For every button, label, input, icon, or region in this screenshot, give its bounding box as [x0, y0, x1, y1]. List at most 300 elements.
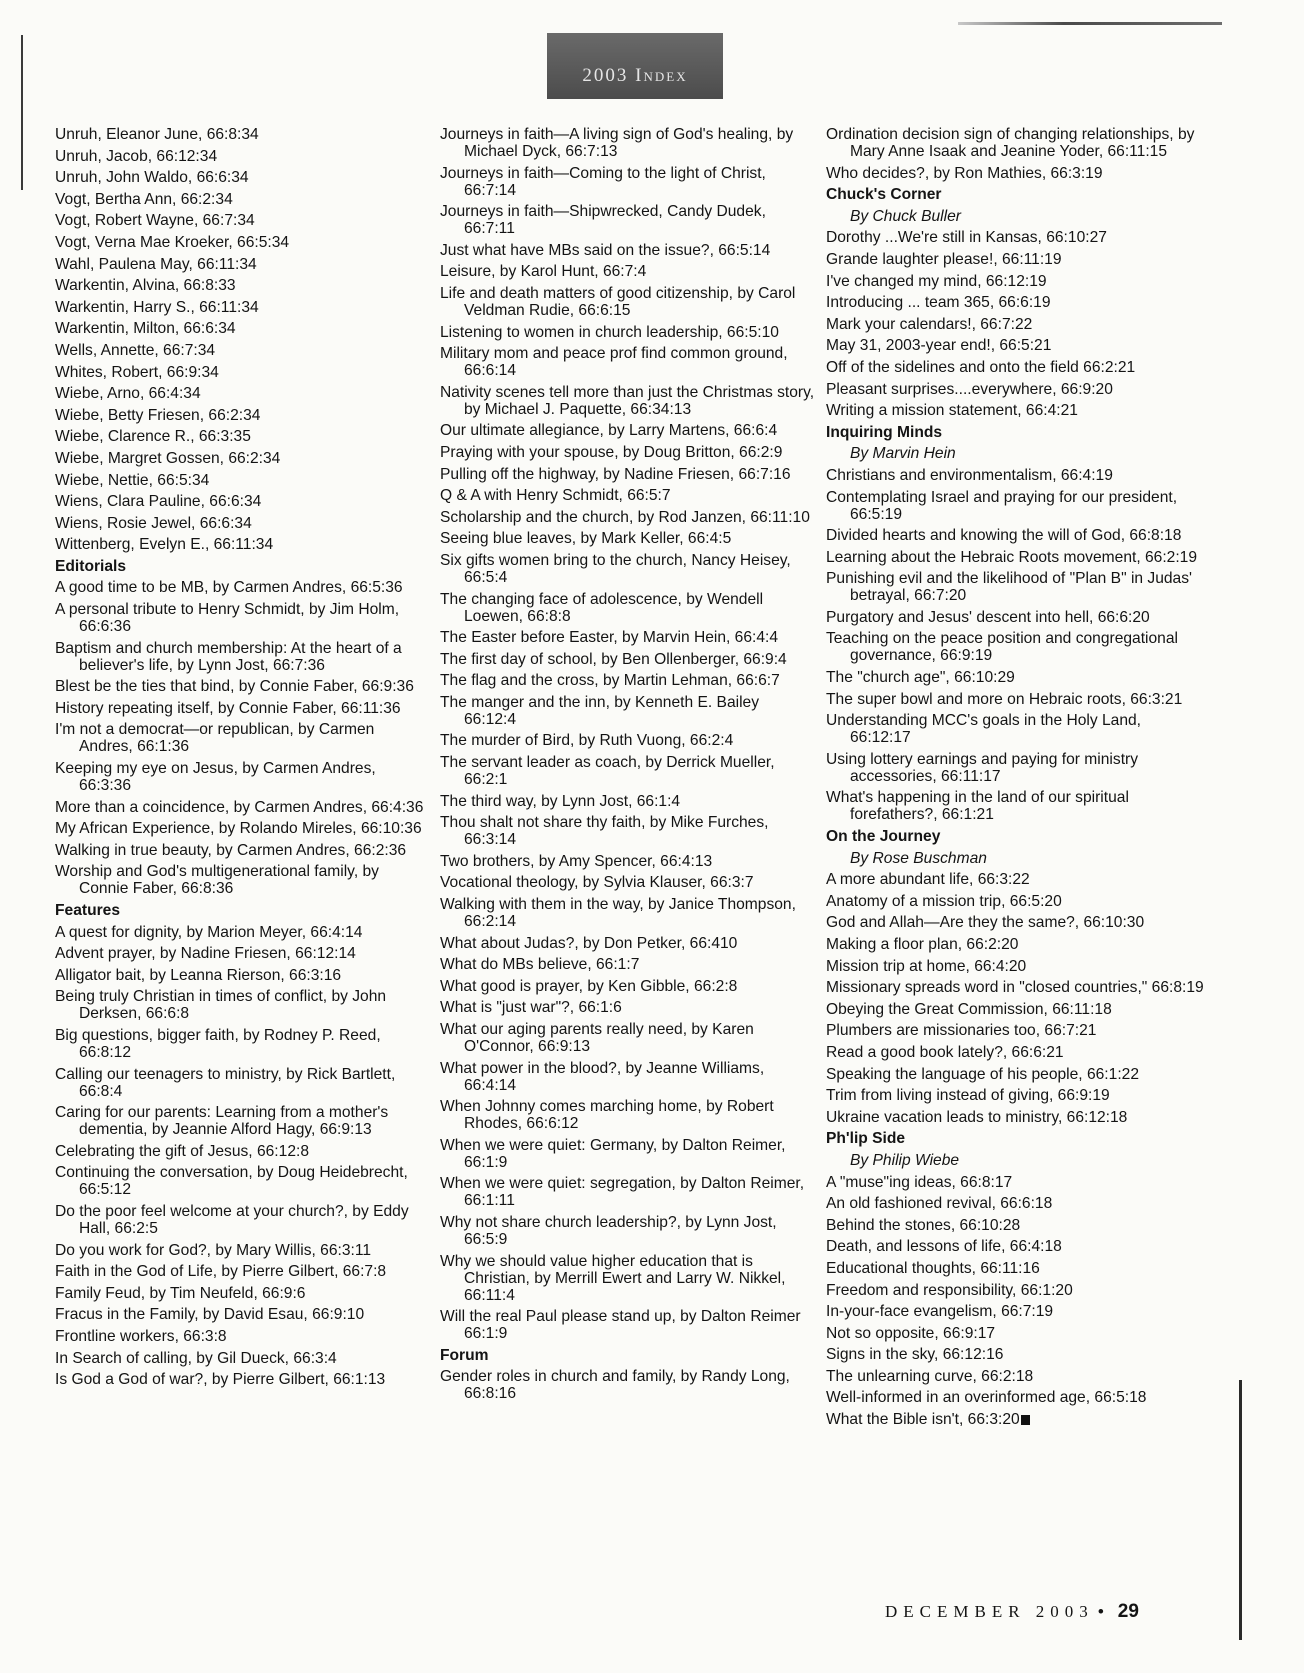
index-entry: [440, 1308, 815, 1342]
entry-text: In-your-face evangelism, 66:7:19: [826, 1303, 1054, 1321]
entry-text: Warkentin, Milton, 66:6:34: [55, 320, 236, 338]
entry-text: Mark your calendars!, 66:7:22: [826, 315, 1033, 333]
entry-text: Warkentin, Harry S., 66:11:34: [55, 298, 259, 316]
entry-text: Wiens, Rosie Jewel, 66:6:34: [55, 514, 252, 532]
entry-text: Life and death matters of good citizenship, by Carol Veldman Rudie, 66:6:15: [440, 284, 796, 319]
entry-text: What's happening in the land of our spiritual forefathers?, 66:1:21: [826, 789, 1129, 824]
index-entry: [55, 1350, 425, 1367]
section-heading: [826, 1130, 1206, 1147]
entry-text: Whites, Robert, 66:9:34: [55, 363, 219, 381]
index-entry: [440, 552, 815, 586]
index-entry: [826, 1217, 1206, 1234]
index-entry: [826, 316, 1206, 333]
index-entry: [440, 466, 815, 483]
section-byline: [826, 1152, 1206, 1169]
index-entry: [55, 1328, 425, 1345]
index-entry: [55, 407, 425, 424]
index-entry: [55, 472, 425, 489]
index-entry: [440, 1060, 815, 1094]
entry-text: Ukraine vacation leads to ministry, 66:12:18: [826, 1108, 1128, 1126]
entry-text: Baptism and church membership: At the heart of a believer's life, by Lynn Jost, 66:7:36: [55, 639, 402, 674]
entry-text: What good is prayer, by Ken Gibble, 66:2:8: [440, 977, 738, 995]
entry-text: What is "just war"?, 66:1:6: [440, 999, 622, 1017]
entry-text: Ph'lip Side: [826, 1130, 906, 1148]
entry-text: Unruh, Eleanor June, 66:8:34: [55, 126, 259, 143]
index-entry: [440, 1214, 815, 1248]
entry-text: Features: [55, 902, 121, 919]
index-entry: [440, 853, 815, 870]
entry-text: Fracus in the Family, by David Esau, 66:9:10: [55, 1306, 365, 1324]
index-entry: [55, 277, 425, 294]
index-entry: [55, 799, 425, 816]
entry-text: Nativity scenes tell more than just the Christmas story, by Michael J. Paquette, 66:34:13: [440, 383, 815, 418]
entry-text: Listening to women in church leadership, 66:5:10: [440, 323, 779, 341]
index-entry: [440, 956, 815, 973]
entry-text: Wiebe, Margret Gossen, 66:2:34: [55, 449, 281, 467]
entry-text: By Chuck Buller: [850, 207, 961, 225]
index-entry: [826, 381, 1206, 398]
entry-text: Vogt, Verna Mae Kroeker, 66:5:34: [55, 233, 290, 251]
index-entry: [55, 760, 425, 794]
entry-text: May 31, 2003-year end!, 66:5:21: [826, 337, 1052, 355]
entry-text: Walking with them in the way, by Janice Thompson, 66:2:14: [440, 896, 796, 931]
index-column-3: [826, 126, 1206, 1433]
right-margin-rule: [1239, 1380, 1242, 1640]
entry-text: Writing a mission statement, 66:4:21: [826, 402, 1078, 420]
index-entry: [55, 299, 425, 316]
entry-text: Thou shalt not share thy faith, by Mike Furches, 66:3:14: [440, 814, 769, 849]
index-entry: [440, 978, 815, 995]
index-entry: [55, 945, 425, 962]
footer-separator: •: [1097, 1602, 1104, 1621]
section-byline: [826, 850, 1206, 867]
entry-text: I've changed my mind, 66:12:19: [826, 272, 1047, 290]
index-entry: [55, 700, 425, 717]
entry-text: What do MBs believe, 66:1:7: [440, 956, 640, 974]
index-entry: [826, 229, 1206, 246]
index-entry: [826, 1022, 1206, 1039]
index-entry: [55, 1104, 425, 1138]
entry-text: By Philip Wiebe: [850, 1151, 960, 1169]
entry-text: Chuck's Corner: [826, 186, 942, 204]
section-heading: [826, 186, 1206, 203]
index-entry: [55, 212, 425, 229]
index-entry: [55, 364, 425, 381]
index-entry: [826, 1174, 1206, 1191]
index-entry: [55, 342, 425, 359]
entry-text: The Easter before Easter, by Marvin Hein, 66:4:4: [440, 629, 779, 647]
entry-text: Seeing blue leaves, by Mark Keller, 66:4:5: [440, 530, 732, 548]
index-entry: [826, 337, 1206, 354]
index-entry: [826, 1325, 1206, 1342]
entry-text: Wiebe, Arno, 66:4:34: [55, 385, 201, 403]
index-entry: [826, 979, 1206, 996]
index-entry: [440, 285, 815, 319]
entry-text: Wahl, Paulena May, 66:11:34: [55, 255, 257, 273]
index-entry: [440, 263, 815, 280]
index-entry: [826, 871, 1206, 888]
entry-text: What power in the blood?, by Jeanne Williams, 66:4:14: [440, 1059, 765, 1094]
index-entry: [826, 489, 1206, 523]
index-entry: [440, 629, 815, 646]
entry-text: On the Journey: [826, 828, 941, 846]
entry-text: The changing face of adolescence, by Wendell Loewen, 66:8:8: [440, 590, 764, 625]
index-entry: [826, 251, 1206, 268]
index-entry: [440, 896, 815, 930]
entry-text: Punishing evil and the likelihood of "Plan B" in Judas' betrayal, 66:7:20: [826, 570, 1193, 605]
index-entry: [55, 493, 425, 510]
index-entry: [55, 515, 425, 532]
footer-issue-date: DECEMBER 2003: [885, 1602, 1094, 1621]
entry-text: What our aging parents really need, by Karen O'Connor, 66:9:13: [440, 1021, 754, 1055]
index-entry: [440, 324, 815, 341]
index-entry: [55, 1371, 425, 1388]
entry-text: Walking in true beauty, by Carmen Andres, 66:2:36: [55, 841, 407, 859]
entry-text: Just what have MBs said on the issue?, 66:5:14: [440, 241, 771, 259]
entry-text: The super bowl and more on Hebraic roots, 66:3:21: [826, 690, 1183, 708]
index-entry: [55, 640, 425, 674]
entry-text: Continuing the conversation, by Doug Heidebrecht, 66:5:12: [55, 1164, 408, 1199]
index-entry: [55, 450, 425, 467]
entry-text: Frontline workers, 66:3:8: [55, 1327, 227, 1345]
entry-text: Signs in the sky, 66:12:16: [826, 1346, 1004, 1364]
index-entry: [440, 672, 815, 689]
index-entry: [826, 1195, 1206, 1212]
index-entry: [826, 1238, 1206, 1255]
entry-text: Mission trip at home, 66:4:20: [826, 957, 1027, 975]
entry-text: Vogt, Bertha Ann, 66:2:34: [55, 190, 233, 208]
entry-text: Behind the stones, 66:10:28: [826, 1216, 1021, 1234]
index-entry: [826, 1109, 1206, 1126]
index-banner: 2003 Index: [547, 33, 723, 99]
entry-text: Off of the sidelines and onto the field 66:2:21: [826, 358, 1136, 376]
index-entry: [826, 1282, 1206, 1299]
entry-text: I'm not a democrat—or republican, by Carmen Andres, 66:1:36: [55, 721, 375, 756]
index-entry: [826, 126, 1206, 160]
index-column-1: [55, 126, 425, 1393]
entry-text: Unruh, John Waldo, 66:6:34: [55, 169, 249, 187]
entry-text: Do the poor feel welcome at your church?, by Eddy Hall, 66:2:5: [55, 1202, 409, 1237]
index-entry: [826, 294, 1206, 311]
entry-text: Divided hearts and knowing the will of God, 66:8:18: [826, 527, 1182, 545]
entry-text: A more abundant life, 66:3:22: [826, 871, 1030, 889]
index-entry: [826, 669, 1206, 686]
entry-text: In Search of calling, by Gil Dueck, 66:3:4: [55, 1349, 337, 1367]
index-entry: [826, 165, 1206, 182]
index-entry: [440, 814, 815, 848]
index-entry: [440, 1368, 815, 1402]
entry-text: Forum: [440, 1346, 489, 1364]
section-byline: [826, 445, 1206, 462]
entry-text: Is God a God of war?, by Pierre Gilbert, 66:1:13: [55, 1371, 386, 1389]
entry-text: Journeys in faith—Shipwrecked, Candy Dudek, 66:7:11: [440, 203, 766, 238]
section-heading: [826, 828, 1206, 845]
index-entry: [440, 242, 815, 259]
index-entry: [55, 320, 425, 337]
entry-text: Our ultimate allegiance, by Larry Martens, 66:6:4: [440, 422, 778, 440]
index-entry: [440, 444, 815, 461]
index-entry: [55, 126, 425, 143]
index-entry: [55, 820, 425, 837]
page-number: 29: [1117, 1601, 1139, 1622]
index-entry: [826, 1368, 1206, 1385]
index-entry: [826, 1389, 1206, 1406]
entry-text: My African Experience, by Rolando Mireles, 66:10:36: [55, 820, 422, 838]
entry-text: Wiebe, Betty Friesen, 66:2:34: [55, 406, 261, 424]
index-entry: [826, 1346, 1206, 1363]
entry-text: Two brothers, by Amy Spencer, 66:4:13: [440, 852, 713, 870]
entry-text: Trim from living instead of giving, 66:9:19: [826, 1087, 1110, 1105]
index-entry: [826, 1044, 1206, 1061]
entry-text: Dorothy ...We're still in Kansas, 66:10:27: [826, 229, 1107, 247]
top-rule: [958, 22, 1222, 25]
index-entry: [826, 1411, 1206, 1428]
index-entry: [55, 924, 425, 941]
entry-text: Faith in the God of Life, by Pierre Gilbert, 66:7:8: [55, 1263, 387, 1281]
entry-text: Not so opposite, 66:9:17: [826, 1324, 996, 1342]
index-entry: [55, 1306, 425, 1323]
index-entry: [55, 385, 425, 402]
entry-text: Ordination decision sign of changing relationships, by Mary Anne Isaak and Jeanine Yoder, 66:11:15: [826, 126, 1195, 160]
entry-text: Learning about the Hebraic Roots movement, 66:2:19: [826, 548, 1198, 566]
index-entry: [440, 126, 815, 160]
index-entry: [440, 1175, 815, 1209]
entry-text: Using lottery earnings and paying for ministry accessories, 66:11:17: [826, 750, 1139, 785]
index-entry: [826, 936, 1206, 953]
index-entry: [55, 967, 425, 984]
index-entry: [55, 678, 425, 695]
index-entry: [826, 1087, 1206, 1104]
index-entry: [826, 893, 1206, 910]
entry-text: Editorials: [55, 557, 127, 575]
entry-text: Worship and God's multigenerational family, by Connie Faber, 66:8:36: [55, 863, 379, 898]
entry-text: Do you work for God?, by Mary Willis, 66:3:11: [55, 1241, 372, 1259]
index-entry: [55, 579, 425, 596]
index-entry: [440, 694, 815, 728]
index-entry: [55, 428, 425, 445]
entry-text: The third way, by Lynn Jost, 66:1:4: [440, 792, 681, 810]
index-entry: [55, 1143, 425, 1160]
index-entry: [826, 609, 1206, 626]
index-entry: [55, 256, 425, 273]
index-entry: [826, 1001, 1206, 1018]
entry-text: A "muse"ing ideas, 66:8:17: [826, 1173, 1013, 1191]
index-entry: [440, 384, 815, 418]
entry-text: Family Feud, by Tim Neufeld, 66:9:6: [55, 1284, 306, 1302]
index-entry: [55, 1263, 425, 1280]
entry-text: By Rose Buschman: [850, 849, 987, 867]
entry-text: Six gifts women bring to the church, Nancy Heisey, 66:5:4: [440, 551, 791, 586]
entry-text: Understanding MCC's goals in the Holy Land, 66:12:17: [826, 712, 1142, 747]
entry-text: An old fashioned revival, 66:6:18: [826, 1195, 1053, 1213]
entry-text: A good time to be MB, by Carmen Andres, 66:5:36: [55, 579, 403, 597]
entry-text: A quest for dignity, by Marion Meyer, 66:4:14: [55, 923, 363, 941]
index-entry: [440, 1098, 815, 1132]
entry-text: Blest be the ties that bind, by Connie Faber, 66:9:36: [55, 678, 414, 696]
index-entry: [440, 591, 815, 625]
index-entry: [826, 359, 1206, 376]
entry-text: Military mom and peace prof find common ground, 66:6:14: [440, 345, 788, 380]
entry-text: When Johnny comes marching home, by Robert Rhodes, 66:6:12: [440, 1098, 774, 1133]
entry-text: Caring for our parents: Learning from a mother's dementia, by Jeannie Alford Hagy, 66:9:13: [55, 1104, 389, 1139]
entry-text: Educational thoughts, 66:11:16: [826, 1259, 1040, 1277]
section-heading: [55, 558, 425, 575]
index-entry: [826, 527, 1206, 544]
entry-text: Leisure, by Karol Hunt, 66:7:4: [440, 263, 647, 281]
entry-text: Vogt, Robert Wayne, 66:7:34: [55, 212, 255, 230]
index-entry: [55, 191, 425, 208]
entry-text: Speaking the language of his people, 66:1:22: [826, 1065, 1139, 1083]
section-heading: [440, 1347, 815, 1364]
entry-text: More than a coincidence, by Carmen Andres, 66:4:36: [55, 798, 424, 816]
index-entry: [440, 422, 815, 439]
entry-text: Being truly Christian in times of conflict, by John Derksen, 66:6:8: [55, 988, 387, 1023]
entry-text: History repeating itself, by Connie Faber, 66:11:36: [55, 699, 401, 717]
section-heading: [826, 424, 1206, 441]
index-entry: [55, 169, 425, 186]
entry-text: Vocational theology, by Sylvia Klauser, 66:3:7: [440, 874, 754, 892]
index-entry: [55, 863, 425, 897]
entry-text: Advent prayer, by Nadine Friesen, 66:12:14: [55, 945, 356, 963]
index-column-2: [440, 126, 815, 1407]
entry-text: The "church age", 66:10:29: [826, 669, 1015, 687]
index-entry: [440, 345, 815, 379]
index-entry: [440, 530, 815, 547]
entry-text: Grande laughter please!, 66:11:19: [826, 250, 1062, 268]
index-entry: [55, 842, 425, 859]
index-entry: [440, 1137, 815, 1171]
entry-text: Wells, Annette, 66:7:34: [55, 341, 216, 359]
index-entry: [440, 509, 815, 526]
entry-text: The murder of Bird, by Ruth Vuong, 66:2:4: [440, 732, 734, 750]
entry-text: Making a floor plan, 66:2:20: [826, 936, 1019, 953]
entry-text: God and Allah—Are they the same?, 66:10:30: [826, 914, 1145, 932]
index-entry: [55, 234, 425, 251]
index-entry: [440, 1253, 815, 1304]
index-entry: [440, 651, 815, 668]
index-entry: [826, 570, 1206, 604]
entry-text: Christians and environmentalism, 66:4:19: [826, 466, 1113, 484]
entry-text: Death, and lessons of life, 66:4:18: [826, 1238, 1062, 1256]
entry-text: Wiens, Clara Pauline, 66:6:34: [55, 493, 262, 511]
index-entry: [55, 1203, 425, 1237]
index-entry: [826, 691, 1206, 708]
index-entry: [826, 712, 1206, 746]
index-entry: [440, 999, 815, 1016]
index-entry: [440, 487, 815, 504]
entry-text: Praying with your spouse, by Doug Britton, 66:2:9: [440, 443, 783, 461]
index-entry: [440, 793, 815, 810]
entry-text: Calling our teenagers to ministry, by Rick Bartlett, 66:8:4: [55, 1065, 396, 1100]
entry-text: Introducing ... team 365, 66:6:19: [826, 294, 1051, 312]
entry-text: What the Bible isn't, 66:3:20: [826, 1411, 1020, 1429]
entry-text: Pleasant surprises....everywhere, 66:9:20: [826, 380, 1113, 398]
entry-text: The unlearning curve, 66:2:18: [826, 1367, 1034, 1385]
entry-text: When we were quiet: segregation, by Dalton Reimer, 66:1:11: [440, 1175, 805, 1210]
entry-text: Journeys in faith—Coming to the light of Christ, 66:7:14: [440, 164, 766, 199]
index-entry: [440, 165, 815, 199]
entry-text: Unruh, Jacob, 66:12:34: [55, 147, 218, 165]
index-entry: [55, 1285, 425, 1302]
index-entry: [826, 467, 1206, 484]
index-entry: [440, 732, 815, 749]
entry-text: Wittenberg, Evelyn E., 66:11:34: [55, 536, 274, 554]
entry-text: Q & A with Henry Schmidt, 66:5:7: [440, 487, 671, 505]
index-entry: [440, 754, 815, 788]
entry-text: The first day of school, by Ben Ollenberger, 66:9:4: [440, 650, 787, 668]
entry-text: Purgatory and Jesus' descent into hell, 66:6:20: [826, 608, 1150, 626]
index-entry: [826, 914, 1206, 931]
entry-text: Read a good book lately?, 66:6:21: [826, 1043, 1064, 1061]
index-entry: [55, 988, 425, 1022]
entry-text: What about Judas?, by Don Petker, 66:410: [440, 934, 738, 952]
entry-text: Keeping my eye on Jesus, by Carmen Andres, 66:3:36: [55, 760, 376, 795]
index-entry: [826, 549, 1206, 566]
entry-text: The flag and the cross, by Martin Lehman, 66:6:7: [440, 672, 780, 690]
end-mark-icon: [1021, 1415, 1030, 1425]
entry-text: A personal tribute to Henry Schmidt, by Jim Holm, 66:6:36: [55, 601, 400, 636]
entry-text: Gender roles in church and family, by Randy Long, 66:8:16: [440, 1368, 790, 1403]
index-entry: [826, 273, 1206, 290]
entry-text: Journeys in faith—A living sign of God's healing, by Michael Dyck, 66:7:13: [440, 126, 794, 160]
index-entry: [826, 958, 1206, 975]
index-entry: [55, 721, 425, 755]
entry-text: Alligator bait, by Leanna Rierson, 66:3:16: [55, 966, 342, 984]
entry-text: By Marvin Hein: [850, 445, 956, 463]
index-entry: [826, 789, 1206, 823]
entry-text: Will the real Paul please stand up, by Dalton Reimer 66:1:9: [440, 1308, 801, 1343]
entry-text: Why not share church leadership?, by Lynn Jost, 66:5:9: [440, 1213, 777, 1248]
index-entry: [826, 402, 1206, 419]
index-entry: [440, 1021, 815, 1055]
index-entry: [440, 935, 815, 952]
entry-text: The manger and the inn, by Kenneth E. Bailey 66:12:4: [440, 693, 760, 728]
entry-text: Inquiring Minds: [826, 423, 943, 441]
section-byline: [826, 208, 1206, 225]
left-margin-rule: [21, 35, 23, 190]
entry-text: Contemplating Israel and praying for our president, 66:5:19: [826, 488, 1178, 523]
entry-text: Scholarship and the church, by Rod Janzen, 66:11:10: [440, 508, 810, 526]
entry-text: Well-informed in an overinformed age, 66:5:18: [826, 1389, 1147, 1407]
index-entry: [55, 536, 425, 553]
entry-text: Plumbers are missionaries too, 66:7:21: [826, 1022, 1097, 1040]
section-heading: [55, 902, 425, 919]
index-entry: [826, 1303, 1206, 1320]
entry-text: Pulling off the highway, by Nadine Friesen, 66:7:16: [440, 465, 791, 483]
entry-text: Why we should value higher education that is Christian, by Merrill Ewert and Larry W. Nikkel, 66:11:4: [440, 1252, 786, 1304]
entry-text: Freedom and responsibility, 66:1:20: [826, 1281, 1073, 1299]
index-entry: [826, 630, 1206, 664]
index-entry: [55, 1066, 425, 1100]
index-entry: [826, 751, 1206, 785]
entry-text: Who decides?, by Ron Mathies, 66:3:19: [826, 164, 1103, 182]
index-entry: [55, 601, 425, 635]
page-footer: [885, 1600, 1195, 1624]
index-entry: [826, 1066, 1206, 1083]
index-entry: [55, 1027, 425, 1061]
entry-text: Warkentin, Alvina, 66:8:33: [55, 277, 236, 295]
entry-text: Celebrating the gift of Jesus, 66:12:8: [55, 1142, 309, 1160]
index-entry: [55, 1164, 425, 1198]
index-entry: [826, 1260, 1206, 1277]
index-entry: [440, 203, 815, 237]
entry-text: The servant leader as coach, by Derrick Mueller, 66:2:1: [440, 754, 775, 789]
index-entry: [55, 1242, 425, 1259]
entry-text: Wiebe, Clarence R., 66:3:35: [55, 428, 251, 446]
entry-text: Wiebe, Nettie, 66:5:34: [55, 471, 210, 489]
entry-text: When we were quiet: Germany, by Dalton Reimer, 66:1:9: [440, 1136, 786, 1171]
entry-text: Obeying the Great Commission, 66:11:18: [826, 1000, 1112, 1018]
